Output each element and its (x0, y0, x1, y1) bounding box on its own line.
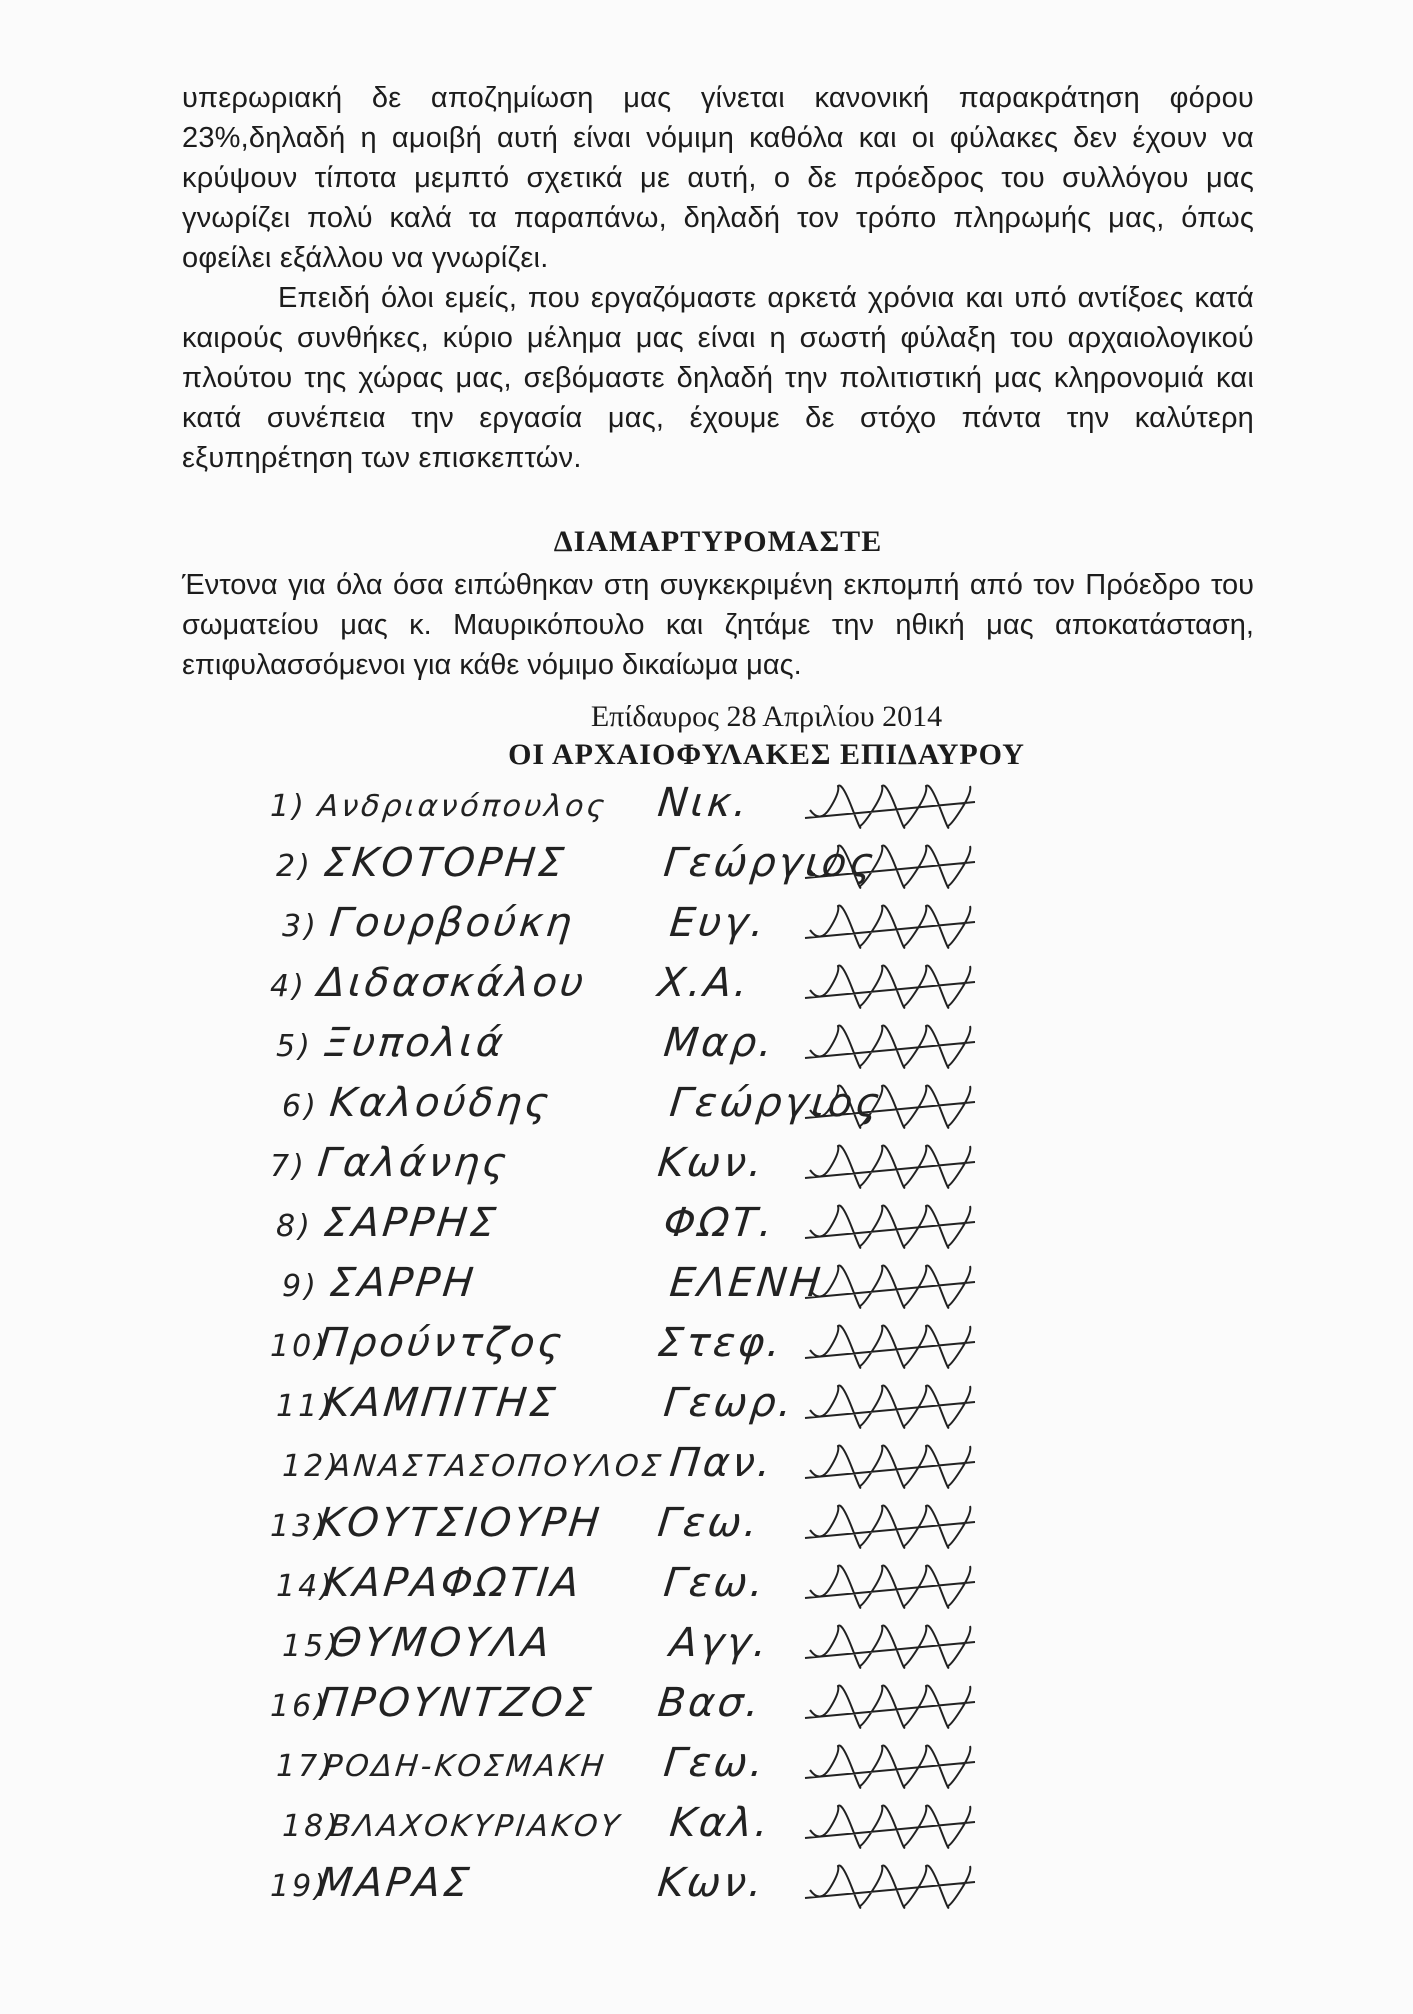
signature-initials: Γεωρ. (661, 1380, 797, 1426)
signature-name: ΚΟΥΤΣΙΟΥΡΗ (315, 1500, 605, 1546)
paragraph-2: Επειδή όλοι εμείς, που εργαζόμαστε αρκετά χρόνια και υπό αντίξοες κατά καιρούς συνθήκες, κύριο μέλημα μας είναι η σωστή φύλαξη του αρχαιολογικού πλούτου της χώρας μας, σεβόμαστε δηλαδή την πολιτιστική μας κληρονομιά και κατά συνέπεια την εργασία μας, έχουμε δε στόχο πάντα την καλύτερη εξυπηρέτηση των επισκεπτών. (182, 282, 1254, 474)
signature-scribble (805, 845, 975, 887)
signature-scribble (805, 1805, 975, 1847)
signature-initials: Αγγ. (667, 1620, 772, 1666)
body-text (182, 78, 1254, 478)
signature-scribble (805, 1265, 975, 1307)
signature-number: 17) (276, 1749, 335, 1784)
signature-name: ΣΚΟΤΟΡΗΣ (321, 840, 569, 886)
signature-initials: Κων. (655, 1860, 768, 1906)
signature-number: 3) (282, 909, 319, 944)
signature-scribble (805, 1205, 975, 1247)
signature-initials: Χ.Α. (655, 960, 753, 1006)
signature-scribble (805, 1505, 975, 1547)
signature-name: ΑΝΑΣΤΑΣΟΠΟΥΛΟΣ (328, 1449, 666, 1484)
signature-initials: Βασ. (655, 1680, 765, 1726)
signature-name: ΡΟΔΗ-ΚΟΣΜΑΚΗ (322, 1749, 609, 1784)
signature-initials: Στεφ. (655, 1320, 786, 1366)
signature-number: 4) (270, 969, 307, 1004)
signature-scribble (805, 1445, 975, 1487)
signature-number: 8) (276, 1209, 313, 1244)
signature-number: 14) (276, 1569, 335, 1604)
signature-name: Ξυπολιά (321, 1020, 508, 1066)
signature-initials: Γεω. (661, 1740, 769, 1786)
signature-number: 19) (270, 1869, 329, 1904)
signature-scribbles (800, 770, 1000, 1970)
signature-name: ΣΑΡΡΗΣ (321, 1200, 501, 1246)
signature-number: 2) (276, 849, 313, 884)
place-date: Επίδαυρος 28 Απριλίου 2014 (590, 700, 943, 733)
signature-initials: Νικ. (655, 780, 753, 826)
signature-number: 15) (282, 1629, 341, 1664)
signature-number: 16) (270, 1689, 329, 1724)
signature-initials: Μαρ. (661, 1020, 778, 1066)
paragraph-1: υπερωριακή δε αποζημίωση μας γίνεται κανονική παρακράτηση φόρου 23%,δηλαδή η αμοιβή αυτή είναι νόμιμη καθόλα και οι φύλακες δεν έχουν να κρύψουν τίποτα μεμπτό σχετικά με αυτή, ο δε πρόεδρος του συλλόγου μας γνωρίζει πολύ καλά τα παραπάνω, δηλαδή τον τρόπο πληρωμής μας, όπως οφείλει εξάλλου να γνωρίζει. (182, 82, 1254, 274)
signature-name: ΜΑΡΑΣ (315, 1860, 475, 1906)
signature-name: Καλούδης (327, 1080, 554, 1126)
signature-initials: Γεω. (655, 1500, 763, 1546)
signature-scribble (805, 1865, 975, 1907)
signature-name: Ανδριανόπουλος (316, 789, 610, 824)
signature-name: ΒΛΑΧΟΚΥΡΙΑΚΟΥ (328, 1809, 624, 1844)
signature-name: ΘΥΜΟΥΛΑ (327, 1620, 555, 1666)
signature-number: 1) (270, 789, 307, 824)
signature-initials: Κων. (655, 1140, 768, 1186)
signature-name: Προύντζος (315, 1320, 567, 1366)
signature-scribble (805, 1745, 975, 1787)
signature-number: 13) (270, 1509, 329, 1544)
signature-scribble (805, 905, 975, 947)
signature-number: 11) (276, 1389, 335, 1424)
signature-scribble (805, 1025, 975, 1067)
signature-name: Γαλάνης (315, 1140, 512, 1186)
signature-scribble (805, 1085, 975, 1127)
signature-scribble (805, 1685, 975, 1727)
protest-text: Έντονα για όλα όσα ειπώθηκαν στη συγκεκριμένη εκπομπή από τον Πρόεδρο του σωματείου μας κ. Μαυρικόπουλο και ζητάμε την ηθική μας αποκατάσταση, επιφυλασσόμενοι για κάθε νόμιμο δικαίωμα μας. (182, 569, 1254, 681)
signature-initials: Καλ. (667, 1800, 774, 1846)
signature-number: 7) (270, 1149, 307, 1184)
signature-name: ΣΑΡΡΗ (327, 1260, 479, 1306)
signature-number: 12) (282, 1449, 341, 1484)
signature-scribble (805, 785, 975, 827)
signature-initials: Γεώργιος (667, 1080, 885, 1126)
signature-name: Γουρβούκη (327, 900, 577, 946)
signature-name: ΚΑΡΑΦΩΤΙΑ (321, 1560, 585, 1606)
signature-scribble (805, 1145, 975, 1187)
signature-initials: Γεώργιος (661, 840, 879, 886)
signature-scribble (805, 965, 975, 1007)
signature-scribble (805, 1325, 975, 1367)
signers-title: ΟΙ ΑΡΧΑΙΟΦΥΛΑΚΕΣ ΕΠΙΔΑΥΡΟΥ (508, 738, 1025, 771)
signature-initials: Ευγ. (667, 900, 770, 946)
signature-scribble (805, 1565, 975, 1607)
signature-name: ΠΡΟΥΝΤΖΟΣ (315, 1680, 597, 1726)
signature-initials: ΕΛΕΝΗ (667, 1260, 826, 1306)
signature-initials: Παν. (667, 1440, 776, 1486)
protest-heading: ΔΙΑΜΑΡΤΥΡΟΜΑΣΤΕ (553, 525, 883, 558)
signature-name: ΚΑΜΠΙΤΗΣ (321, 1380, 561, 1426)
signature-name: Διδασκάλου (315, 960, 589, 1006)
signature-initials: ΦΩΤ. (661, 1200, 778, 1246)
signature-number: 18) (282, 1809, 341, 1844)
signature-number: 6) (282, 1089, 319, 1124)
signature-scribble (805, 1625, 975, 1667)
signature-scribble (805, 1385, 975, 1427)
signature-initials: Γεω. (661, 1560, 769, 1606)
signature-number: 10) (270, 1329, 329, 1364)
signature-number: 9) (282, 1269, 319, 1304)
signature-number: 5) (276, 1029, 313, 1064)
